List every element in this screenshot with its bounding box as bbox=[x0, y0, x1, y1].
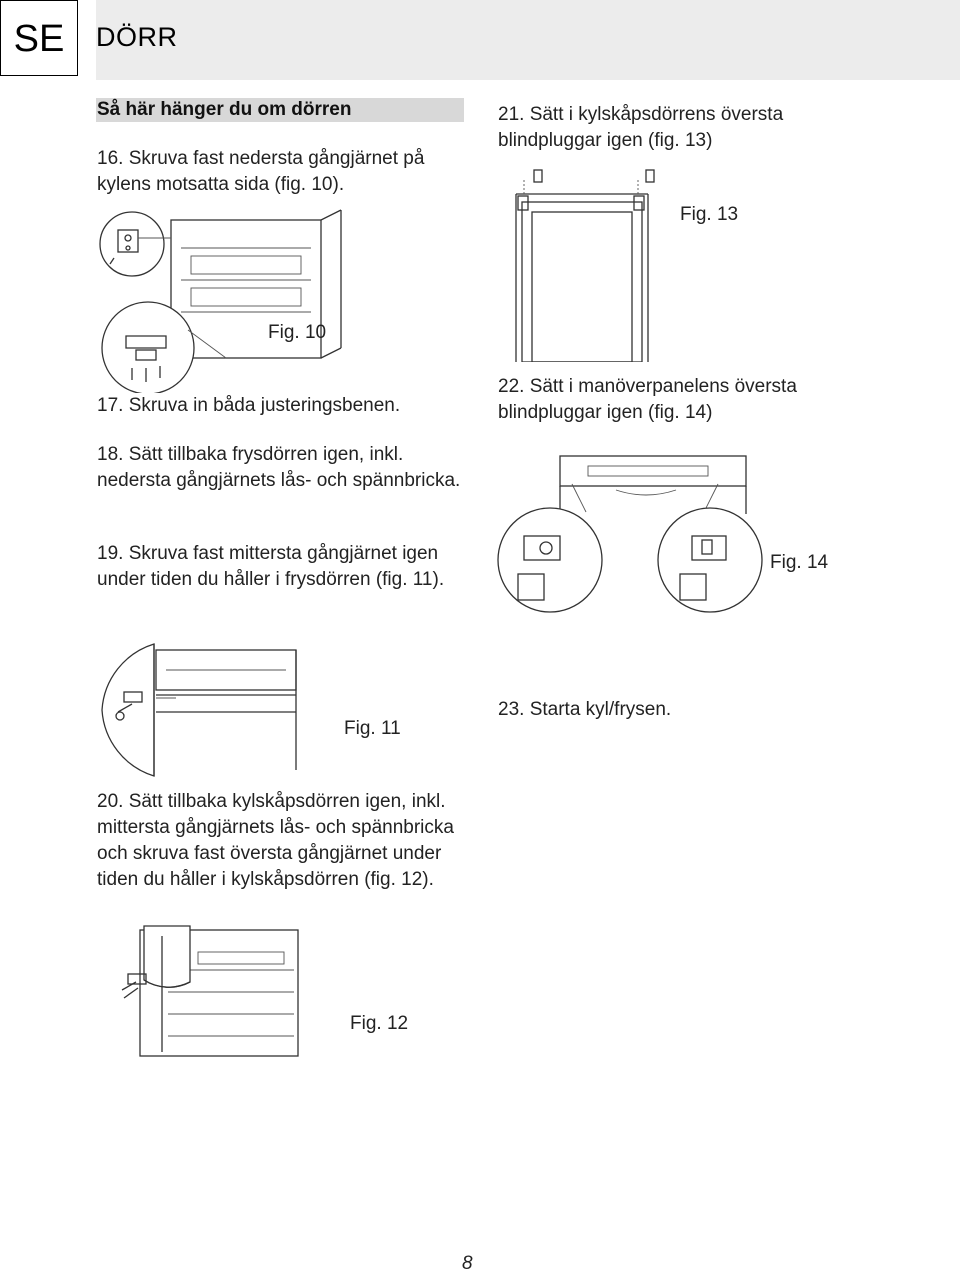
figure-13-label: Fig. 13 bbox=[680, 204, 739, 225]
title-bar bbox=[96, 0, 960, 80]
step-19: 19. Skruva fast mittersta gångjärnet igen under tiden du håller i frysdörren (fig. 11). bbox=[97, 543, 445, 590]
figure-10-label: Fig. 10 bbox=[268, 322, 327, 343]
step-23: 23. Starta kyl/frysen. bbox=[498, 699, 672, 720]
step-22: 22. Sätt i manöverpanelens översta blindpluggar igen (fig. 14) bbox=[498, 376, 797, 423]
step-17: 17. Skruva in båda justeringsbenen. bbox=[97, 395, 401, 416]
step-20: 20. Sätt tillbaka kylskåpsdörren igen, inkl. mittersta gångjärnets lås- och spännbricka och skruva fast översta gångjärnet under tiden du håller i kylskåpsdörren (fig. 12). bbox=[97, 791, 454, 890]
figure-14 bbox=[496, 450, 766, 622]
step-16: 16. Skruva fast nedersta gångjärnet på kylens motsatta sida (fig. 10). bbox=[97, 148, 425, 195]
figure-11-label: Fig. 11 bbox=[344, 718, 401, 739]
figure-13 bbox=[498, 166, 668, 362]
page-title: DÖRR bbox=[96, 22, 178, 52]
figure-14-label: Fig. 14 bbox=[770, 552, 829, 573]
step-21: 21. Sätt i kylskåpsdörrens översta blindpluggar igen (fig. 13) bbox=[498, 104, 784, 151]
page-number: 8 bbox=[462, 1253, 473, 1274]
figure-12-label: Fig. 12 bbox=[350, 1013, 409, 1034]
language-badge: SE bbox=[0, 0, 78, 76]
figure-12 bbox=[108, 922, 308, 1062]
step-18: 18. Sätt tillbaka frysdörren igen, inkl. nedersta gångjärnets lås- och spännbricka. bbox=[97, 444, 461, 491]
figure-10 bbox=[96, 208, 356, 393]
figure-11 bbox=[96, 640, 316, 780]
section-subheading: Så här hänger du om dörren bbox=[97, 99, 352, 120]
